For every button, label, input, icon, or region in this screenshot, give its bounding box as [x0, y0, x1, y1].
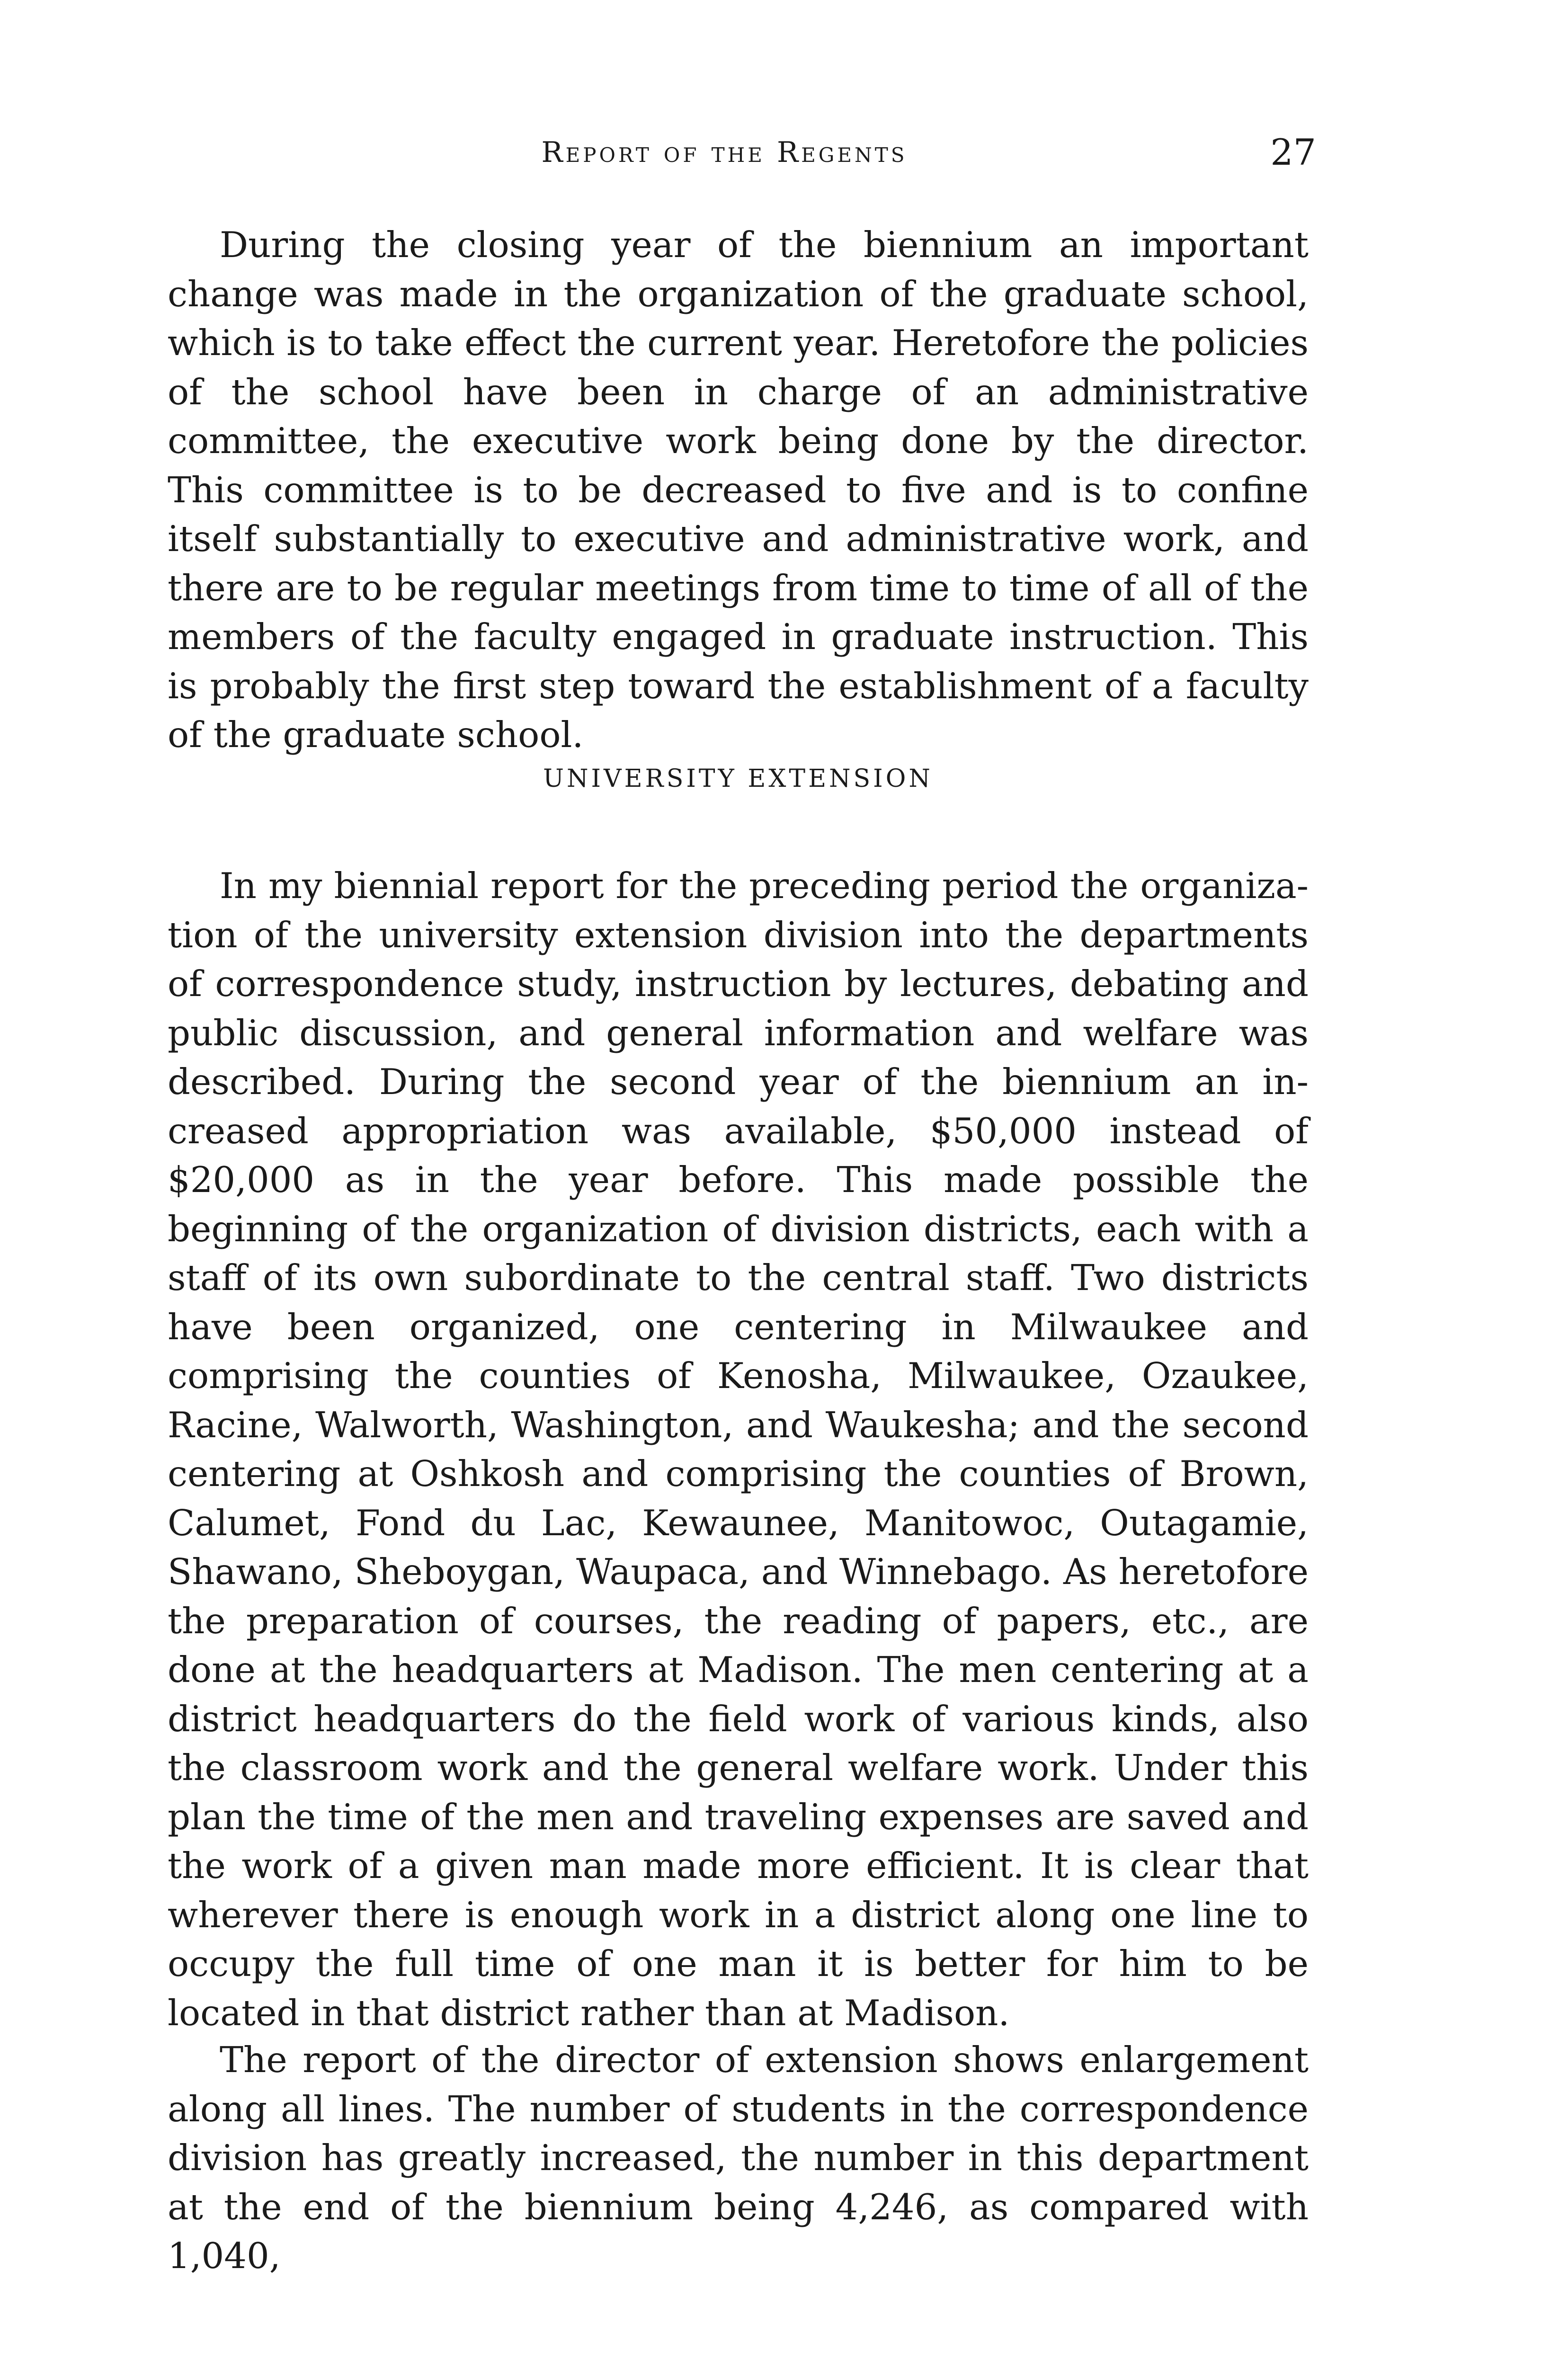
- body-paragraph-extension: [168, 862, 1309, 2038]
- body-paragraph-director-report: [168, 2036, 1309, 2281]
- paragraph-text: In my biennial report for the preceding period the organization of the university extension division into the departments of correspondence study, instruction by lectures, debating and public discussion, and general information and welfare was described. During the second year of the biennium an increased appropriation was available, $50,000 instead of $20,000 as in the year before. This made possible the beginning of the organization of division districts, each with a staff of its own subordinate to the central staff. Two districts have been organized, one centering in Milwaukee and comprising the counties of Kenosha, Milwaukee, Ozaukee, Racine, Walworth, Washington, and Waukesha; and the second centering at Oshkosh and comprising the counties of Brown, Calumet, Fond du Lac, Kewaunee, Manitowoc, Outagamie, Shawano, Sheboygan, Waupaca, and Winnebago. As heretofore the preparation of courses, the reading of papers, etc., are done at the headquarters at Madison. The men centering at a district headquarters do the field work of various kinds, also the classroom work and the general welfare work. Under this plan the time of the men and traveling expenses are saved and the work of a given man made more efficient. It is clear that wherever there is enough work in a district along one line to occupy the full time of one man it is better for him to be located in that district rather than at Madison.: [168, 865, 1309, 2034]
- paragraph-text: During the closing year of the biennium an important change was made in the organization of the graduate school, which is to take effect the current year. Heretofore the policies of the school have been in charge of an administrative committee, the executive work being done by the director. This committee is to be decreased to five and is to confine itself substantially to executive and administrative work, and there are to be regular meetings from time to time of all of the members of the faculty engaged in graduate instruction. This is probably the first step toward the establishment of a faculty of the graduate school.: [168, 224, 1309, 756]
- body-paragraph-graduate-school: [168, 221, 1309, 760]
- paragraph-text: The report of the director of extension shows enlargement along all lines. The number of students in the correspondence division has greatly increased, the number in this department at the end of the biennium being 4,246, as compared with 1,040,: [168, 2039, 1309, 2277]
- section-heading: UNIVERSITY EXTENSION: [543, 765, 933, 793]
- running-title: Report of the Regents: [541, 136, 908, 169]
- page-number: 27: [1270, 131, 1316, 173]
- running-head: [0, 129, 1568, 176]
